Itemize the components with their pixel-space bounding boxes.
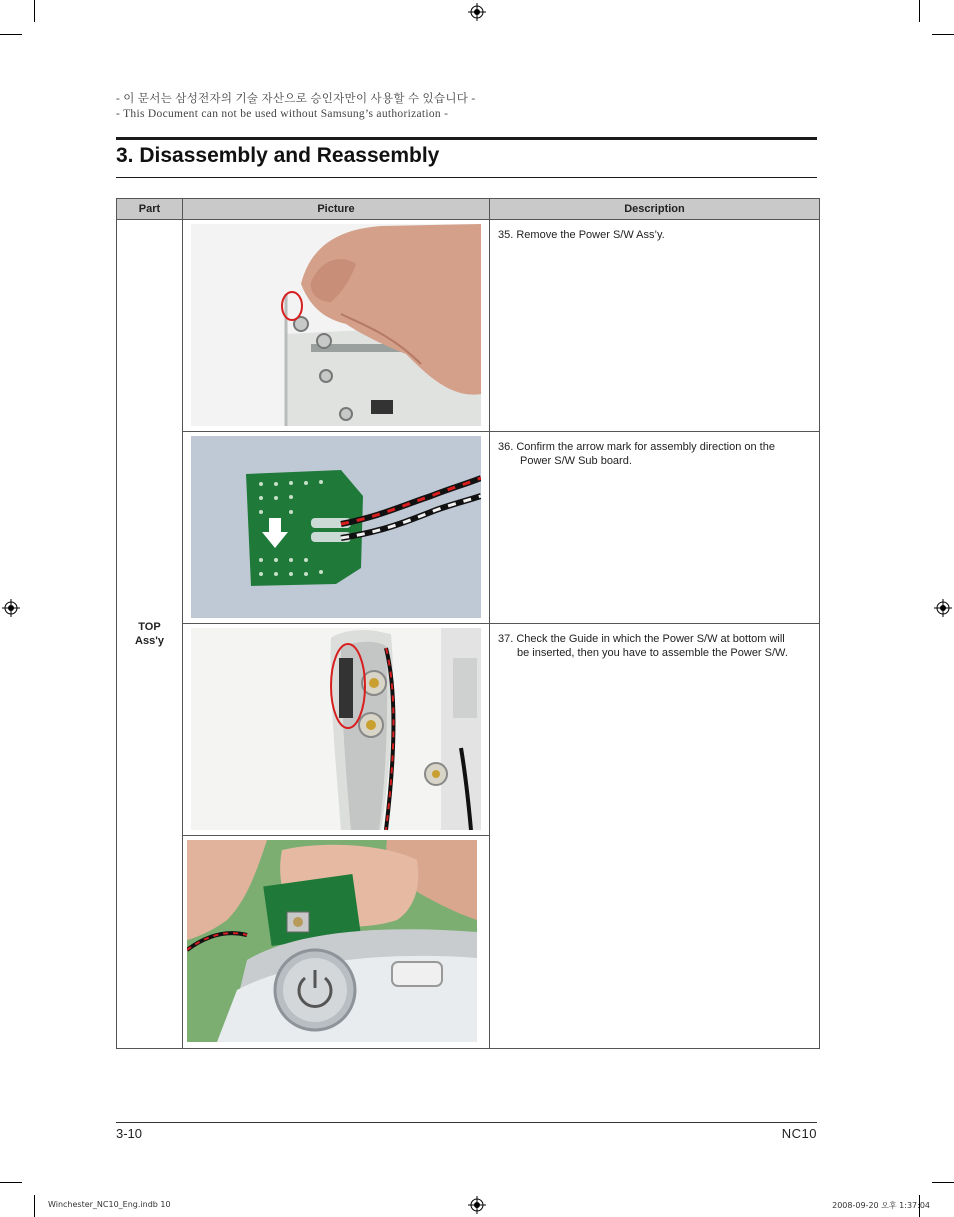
step-36-text (490, 432, 819, 468)
picture-cell (183, 836, 490, 1049)
page-number: 3-10 (116, 1126, 143, 1141)
picture-cell (183, 624, 490, 836)
registration-mark-icon (468, 3, 486, 21)
crop-mark (34, 1195, 35, 1217)
crop-mark (919, 0, 920, 22)
photo-power-switch-assembly (187, 840, 477, 1042)
crop-mark (0, 1182, 22, 1183)
title-top-rule (116, 137, 817, 140)
notice-korean: - 이 문서는 삼성전자의 기술 자산으로 승인자만이 사용할 수 있습니다 - (116, 93, 476, 105)
header-description: Description (490, 199, 820, 220)
step-35-text: 35. Remove the Power S/W Ass’y. (498, 229, 665, 241)
registration-mark-icon (468, 1196, 486, 1214)
description-cell (490, 432, 820, 624)
header-part: Part (117, 199, 183, 220)
description-cell (490, 220, 820, 432)
crop-mark (932, 34, 954, 35)
print-timestamp: 2008-09-20 오후 1:37:04 (832, 1201, 930, 1210)
file-slug: Winchester_NC10_Eng.indb 10 (48, 1200, 171, 1209)
table-header-row (117, 199, 820, 220)
footer-rule (116, 1122, 817, 1123)
table-row (117, 220, 820, 432)
step-37-line1: 37. Check the Guide in which the Power S/W at bottom will (498, 633, 785, 645)
step-36-line2: Power S/W Sub board. (520, 455, 632, 467)
step-37-line2: be inserted, then you have to assemble the Power S/W. (517, 647, 788, 659)
crop-mark (0, 34, 22, 35)
disassembly-table (116, 198, 820, 1049)
step-36-line1: 36. Confirm the arrow mark for assembly direction on the (498, 441, 775, 453)
photo-power-switch-guide (191, 628, 481, 830)
description-cell (490, 624, 820, 1049)
registration-mark-icon (2, 599, 20, 617)
section-title: 3. Disassembly and Reassembly (116, 144, 440, 167)
table-row (117, 432, 820, 624)
crop-mark (34, 0, 35, 22)
step-37-text (490, 624, 819, 660)
picture-cell (183, 432, 490, 624)
registration-mark-icon (934, 599, 952, 617)
part-label-line1: TOP (138, 621, 161, 633)
model-name: NC10 (781, 1126, 817, 1141)
header-picture: Picture (183, 199, 490, 220)
table-row (117, 624, 820, 836)
photo-remove-power-switch (191, 224, 481, 426)
picture-cell (183, 220, 490, 432)
notice-english: - This Document can not be used without Samsung’s authorization - (116, 108, 449, 120)
crop-mark (932, 1182, 954, 1183)
part-label-line2: Ass'y (135, 635, 164, 647)
title-bottom-rule (116, 177, 817, 178)
photo-power-switch-board-arrow (191, 436, 481, 618)
part-cell (117, 220, 183, 1049)
